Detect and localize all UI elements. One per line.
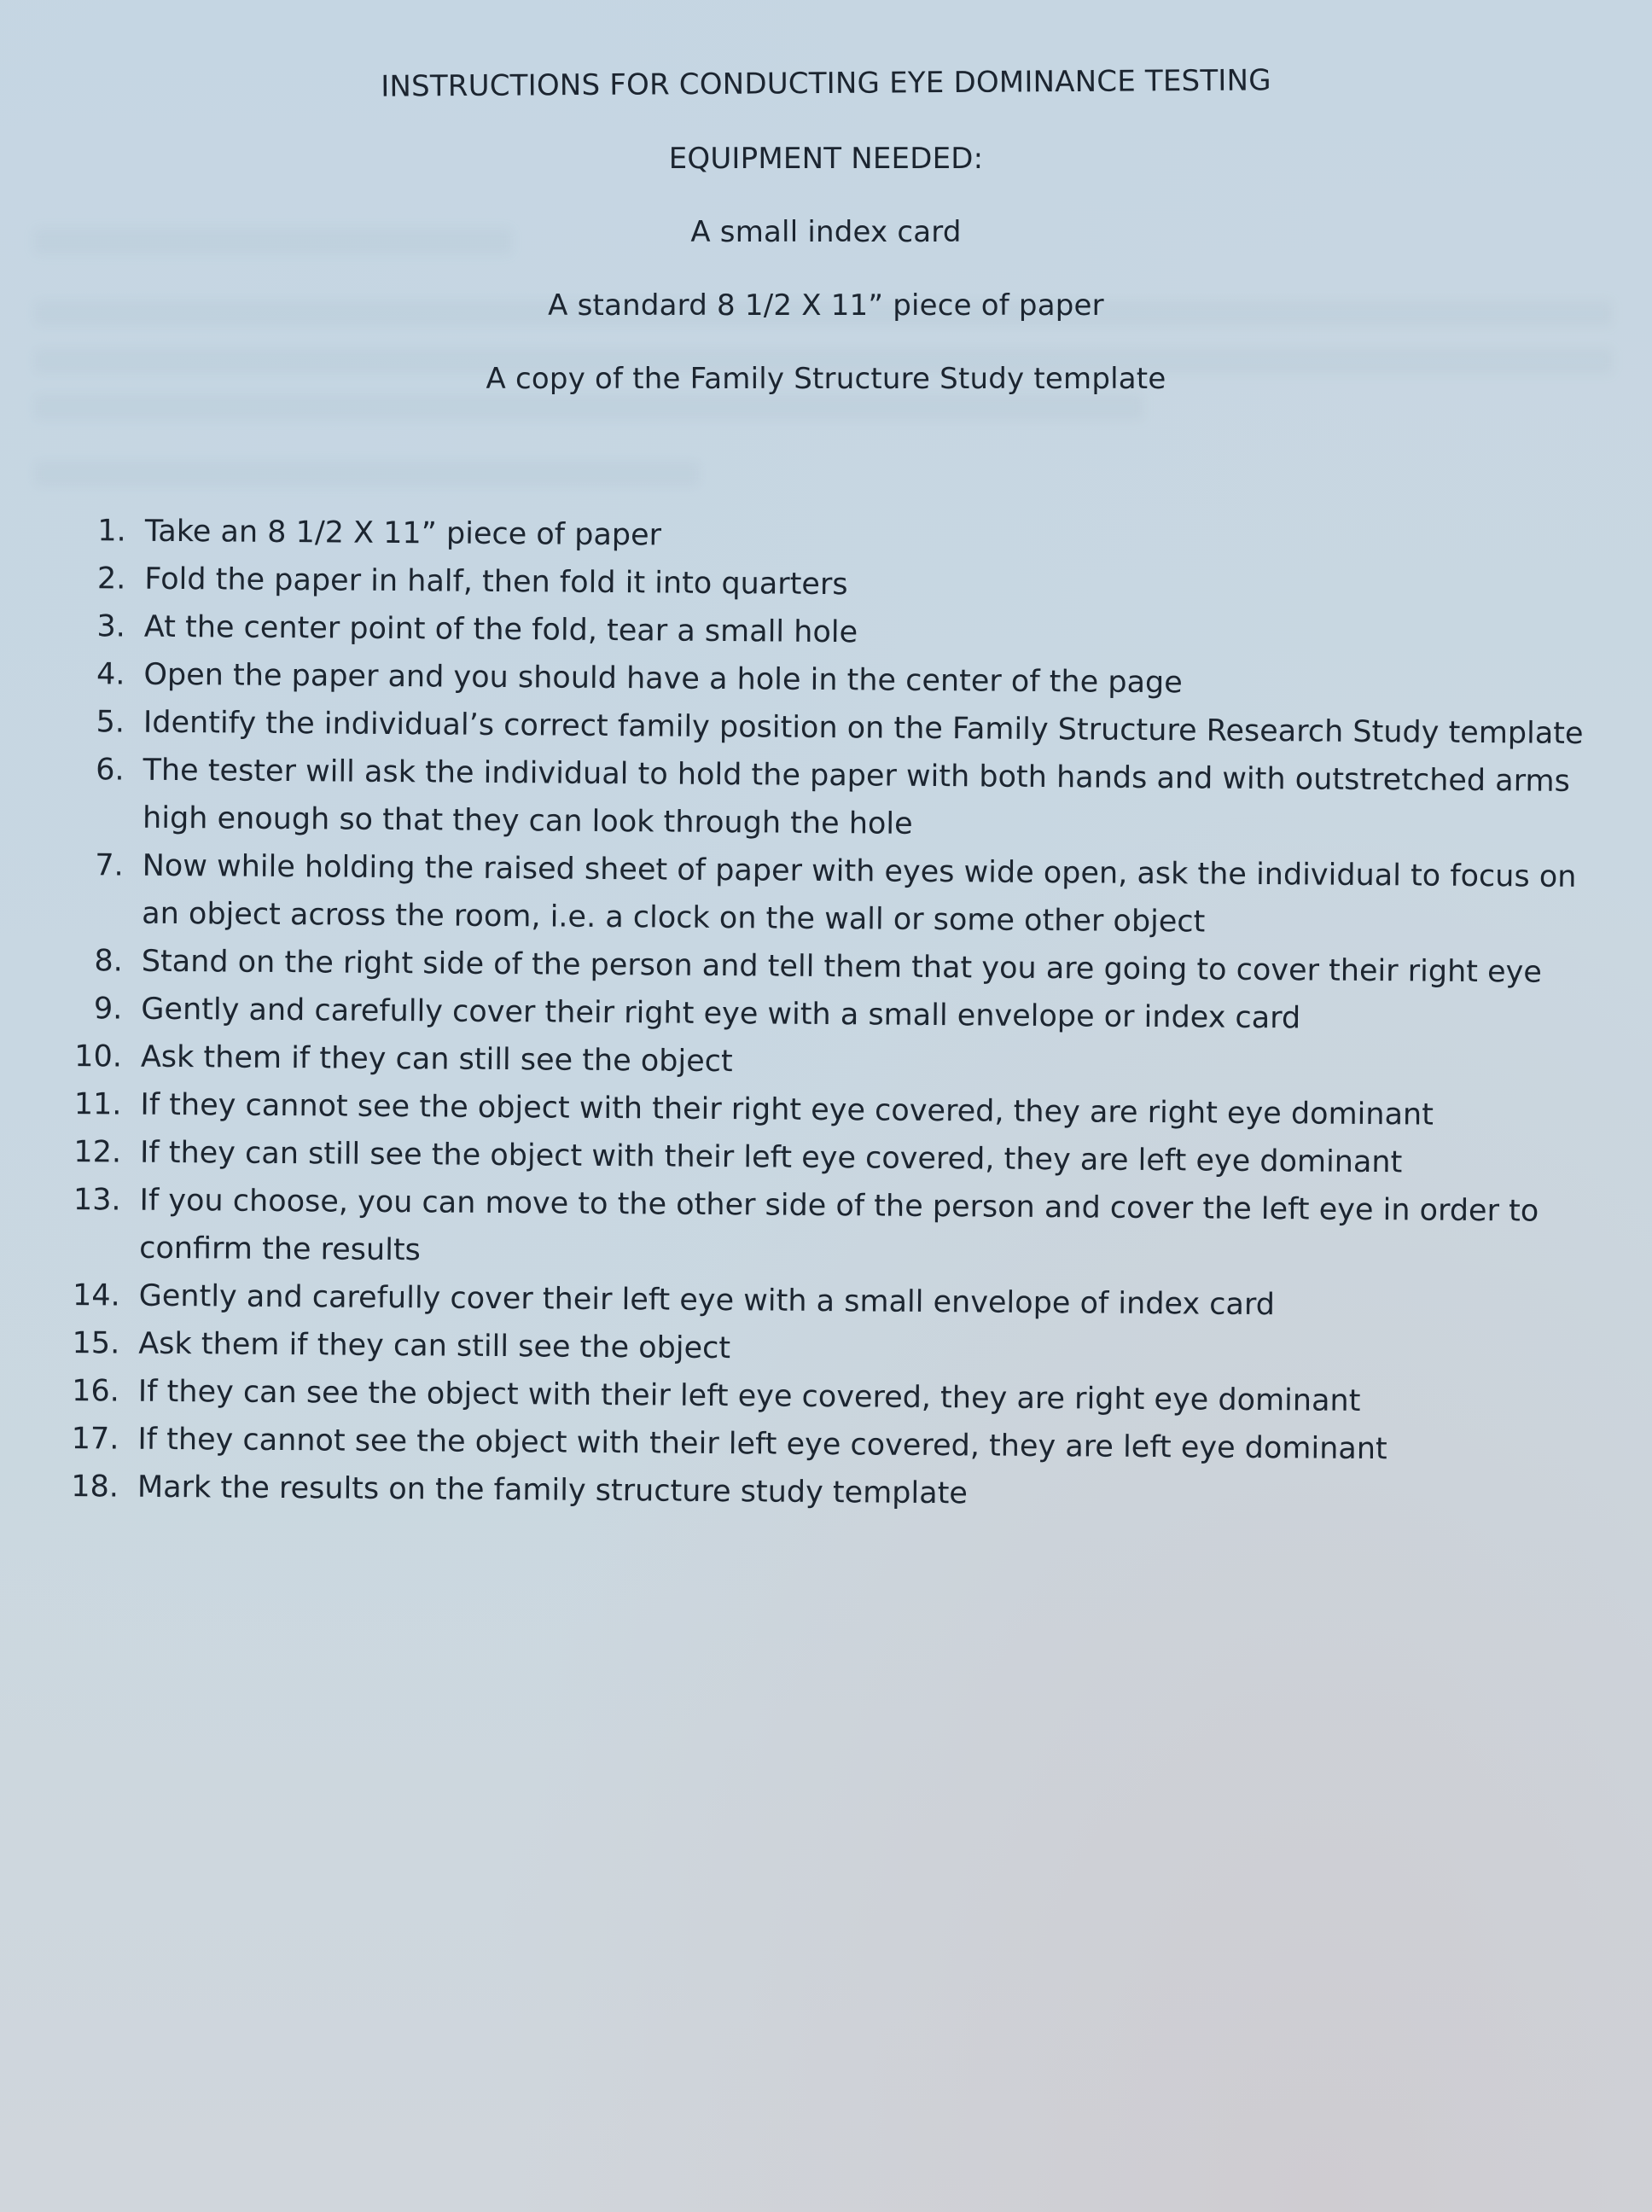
show-through-text (34, 394, 1143, 420)
step-number: 15. (72, 1326, 120, 1361)
step-text: Gently and carefully cover their left eye with a small envelope of index card (138, 1278, 1276, 1323)
equipment-heading: EQUIPMENT NEEDED: (668, 142, 984, 176)
step-text: If they cannot see the object with their right eye covered, they are right eye dominant (140, 1087, 1434, 1132)
step-number: 9. (93, 992, 123, 1027)
step-number: 7. (95, 848, 124, 883)
equipment-item: A small index card (690, 215, 962, 249)
step-number: 5. (96, 705, 125, 740)
step-text: If they can still see the object with their left eye covered, they are left eye dominant (139, 1135, 1403, 1180)
step-number: 1. (97, 514, 126, 549)
step-text: If they can see the object with their left eye covered, they are right eye dominant (137, 1374, 1361, 1418)
step-item (59, 1176, 1596, 1284)
step-text: At the center point of the fold, tear a small hole (143, 609, 858, 650)
step-text: Now while holding the raised sheet of paper with eyes wide open, ask the individual to focus on an object across the room, i.e. a clock on the wall or some other object (142, 848, 1577, 940)
step-number: 3. (96, 609, 126, 644)
step-text: Take an 8 1/2 X 11” piece of paper (144, 514, 662, 553)
step-text: Identify the individual’s correct family position on the Family Structure Research Study template (143, 705, 1584, 751)
step-text: Stand on the right side of the person and tell them that you are going to cover their right eye (141, 944, 1543, 990)
step-text: Fold the paper in half, then fold it into quarters (144, 562, 848, 602)
step-number: 10. (74, 1039, 123, 1074)
step-item (61, 841, 1598, 949)
step-text: Gently and carefully cover their right eye with a small envelope or index card (141, 992, 1301, 1036)
step-item (62, 746, 1599, 853)
step-number: 16. (72, 1374, 120, 1409)
equipment-item: A standard 8 1/2 X 11” piece of paper (548, 288, 1104, 323)
step-number: 4. (96, 657, 125, 692)
step-text: Ask them if they can still see the object (140, 1039, 733, 1080)
step-number: 8. (94, 944, 123, 979)
step-text: Open the paper and you should have a hole in the center of the page (143, 657, 1183, 701)
step-number: 14. (72, 1278, 120, 1313)
step-number: 11. (73, 1087, 122, 1122)
step-number: 13. (73, 1183, 121, 1218)
step-text: The tester will ask the individual to hold the paper with both hands and with outstretched arms high enough so that they can look through the hole (142, 753, 1570, 841)
step-number: 2. (96, 562, 126, 597)
step-number: 17. (71, 1422, 119, 1457)
step-number: 6. (96, 753, 125, 788)
step-text: Mark the results on the family structure study template (137, 1470, 969, 1511)
step-text: If you choose, you can move to the other side of the person and cover the left eye in order to confirm the results (139, 1183, 1539, 1268)
step-number: 18. (71, 1470, 119, 1505)
step-text: Ask them if they can still see the object (138, 1326, 731, 1366)
page-title: INSTRUCTIONS FOR CONDUCTING EYE DOMINANCE TESTING (381, 63, 1271, 104)
step-number: 12. (73, 1135, 122, 1170)
show-through-text (34, 461, 700, 486)
step-text: If they cannot see the object with their left eye covered, they are left eye dominant (137, 1422, 1387, 1467)
instruction-steps-list (57, 507, 1601, 1522)
equipment-item: A copy of the Family Structure Study template (486, 362, 1166, 396)
